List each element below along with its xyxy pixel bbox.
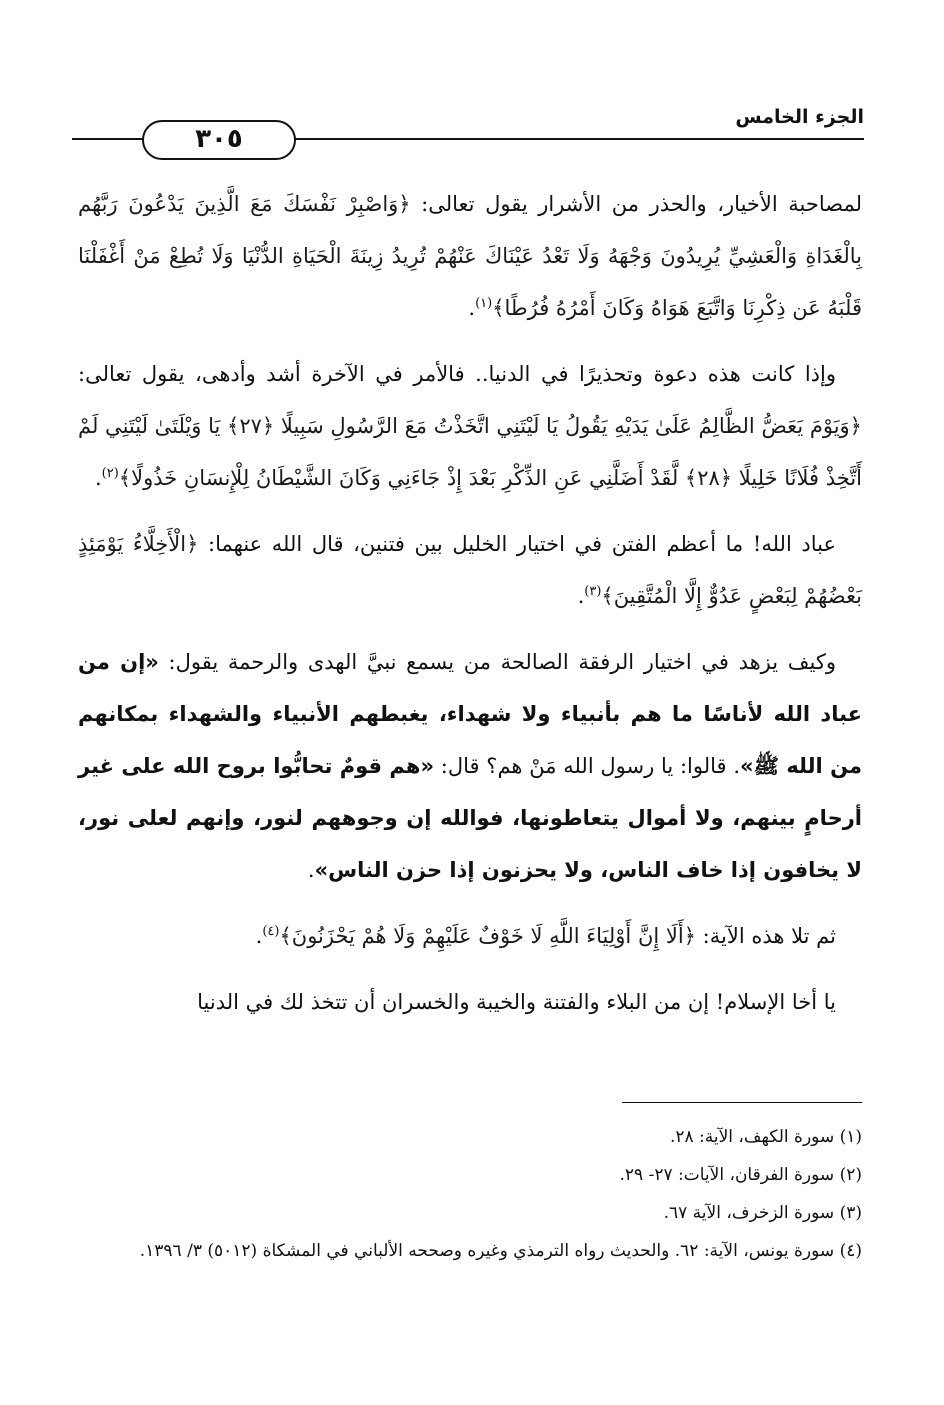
main-text <box>78 178 862 1042</box>
footnote-2: (٢) سورة الفرقان، الآيات: ٢٧- ٢٩. <box>619 1165 862 1185</box>
paragraph-text: لمصاحبة الأخيار، والحذر من الأشرار يقول تعالى: <box>410 192 862 216</box>
running-title: الجزء الخامس <box>735 106 864 128</box>
quran-verse: ﴿أَلَا إِنَّ أَوْلِيَاءَ اللَّهِ لَا خَوْفٌ عَلَيْهِمْ وَلَا هُمْ يَحْزَنُونَ﴾ <box>279 924 696 948</box>
punctuation: . <box>307 858 315 882</box>
paragraph-1 <box>78 178 862 334</box>
paragraph-5 <box>78 910 862 962</box>
page-header <box>72 100 864 180</box>
footnote-divider <box>622 1102 862 1103</box>
punctuation: . <box>94 466 102 490</box>
hadith-quote: «إن من عباد الله لأناسًا ما هم بأنبياء ولا شهداء، يغبطهم الأنبياء والشهداء بمكانهم من الله ﷺ» <box>78 650 862 778</box>
paragraph-text: يا أخا الإسلام! إن من البلاء والفتنة والخيبة والخسران أن تتخذ لك في الدنيا <box>197 990 836 1014</box>
paragraph-text: وإذا كانت هذه دعوة وتحذيرًا في الدنيا.. فالأمر في الآخرة أشد وأدهى، يقول تعالى: <box>78 362 836 386</box>
punctuation: . <box>255 924 263 948</box>
quran-verse: ﴿وَيَوْمَ يَعَضُّ الظَّالِمُ عَلَىٰ يَدَيْهِ يَقُولُ يَا لَيْتَنِي اتَّخَذْتُ مَعَ الرَّسُولِ سَبِيلًا ﴿٢٧﴾ يَا وَيْلَتَىٰ لَيْتَنِي لَمْ أَتَّخِذْ فُلَانًا خَلِيلًا ﴿٢٨﴾ لَّقَدْ أَضَلَّنِي عَنِ الذِّكْرِ بَعْدَ إِذْ جَاءَنِي وَكَانَ الشَّيْطَانُ لِلْإِنسَانِ خَذُولًا﴾ <box>78 414 862 490</box>
footnote-ref: (٢) <box>101 466 119 481</box>
paragraph-text: ثم تلا هذه الآية: <box>696 924 836 948</box>
paragraph-text: عباد الله! ما أعظم الفتن في اختيار الخليل بين فتنين، قال الله عنهما: <box>198 532 836 556</box>
paragraph-4 <box>78 636 862 896</box>
footnote-ref: (٤) <box>262 924 280 939</box>
footnote-4: (٤) سورة يونس، الآية: ٦٢. والحديث رواه الترمذي وغيره وصححه الألباني في المشكاة (٥٠١٢) ٣/ ١٣٩٦. <box>139 1241 862 1261</box>
quran-verse: ﴿الْأَخِلَّاءُ يَوْمَئِذٍ بَعْضُهُمْ لِبَعْضٍ عَدُوٌّ إِلَّا الْمُتَّقِينَ﴾ <box>78 532 862 608</box>
punctuation: . <box>468 296 476 320</box>
footnote-3: (٣) سورة الزخرف، الآية ٦٧. <box>663 1203 862 1223</box>
quran-verse: ﴿وَاصْبِرْ نَفْسَكَ مَعَ الَّذِينَ يَدْعُونَ رَبَّهُم بِالْغَدَاةِ وَالْعَشِيِّ يُرِيدُونَ وَجْهَهُ وَلَا تَعْدُ عَيْنَاكَ عَنْهُمْ تُرِيدُ زِينَةَ الْحَيَاةِ الدُّنْيَا وَلَا تُطِعْ مَنْ أَغْفَلْنَا قَلْبَهُ عَن ذِكْرِنَا وَاتَّبَعَ هَوَاهُ وَكَانَ أَمْرُهُ فُرُطًا﴾ <box>78 192 862 320</box>
hadith-quote: «هم قومٌ تحابُّوا بروح الله على غير أرحامٍ بينهم، ولا أموال يتعاطونها، فوالله إن وجوههم لنور، وإنهم لعلى نور، لا يخافون إذا خاف الناس، ولا يحزنون إذا حزن الناس» <box>78 754 862 882</box>
page-number: ٣٠٥ <box>142 120 296 160</box>
punctuation: . <box>577 584 585 608</box>
footnote-ref: (٣) <box>584 584 602 599</box>
paragraph-2 <box>78 348 862 504</box>
footnote-1: (١) سورة الكهف، الآية: ٢٨. <box>669 1127 862 1147</box>
paragraph-6 <box>78 976 862 1028</box>
footnotes <box>78 1118 862 1270</box>
paragraph-text: . قالوا: يا رسول الله مَنْ هم؟ قال: <box>434 754 740 778</box>
footnote-ref: (١) <box>475 296 493 311</box>
paragraph-3 <box>78 518 862 622</box>
paragraph-text: وكيف يزهد في اختيار الرفقة الصالحة من يسمع نبيَّ الهدى والرحمة يقول: <box>158 650 836 674</box>
